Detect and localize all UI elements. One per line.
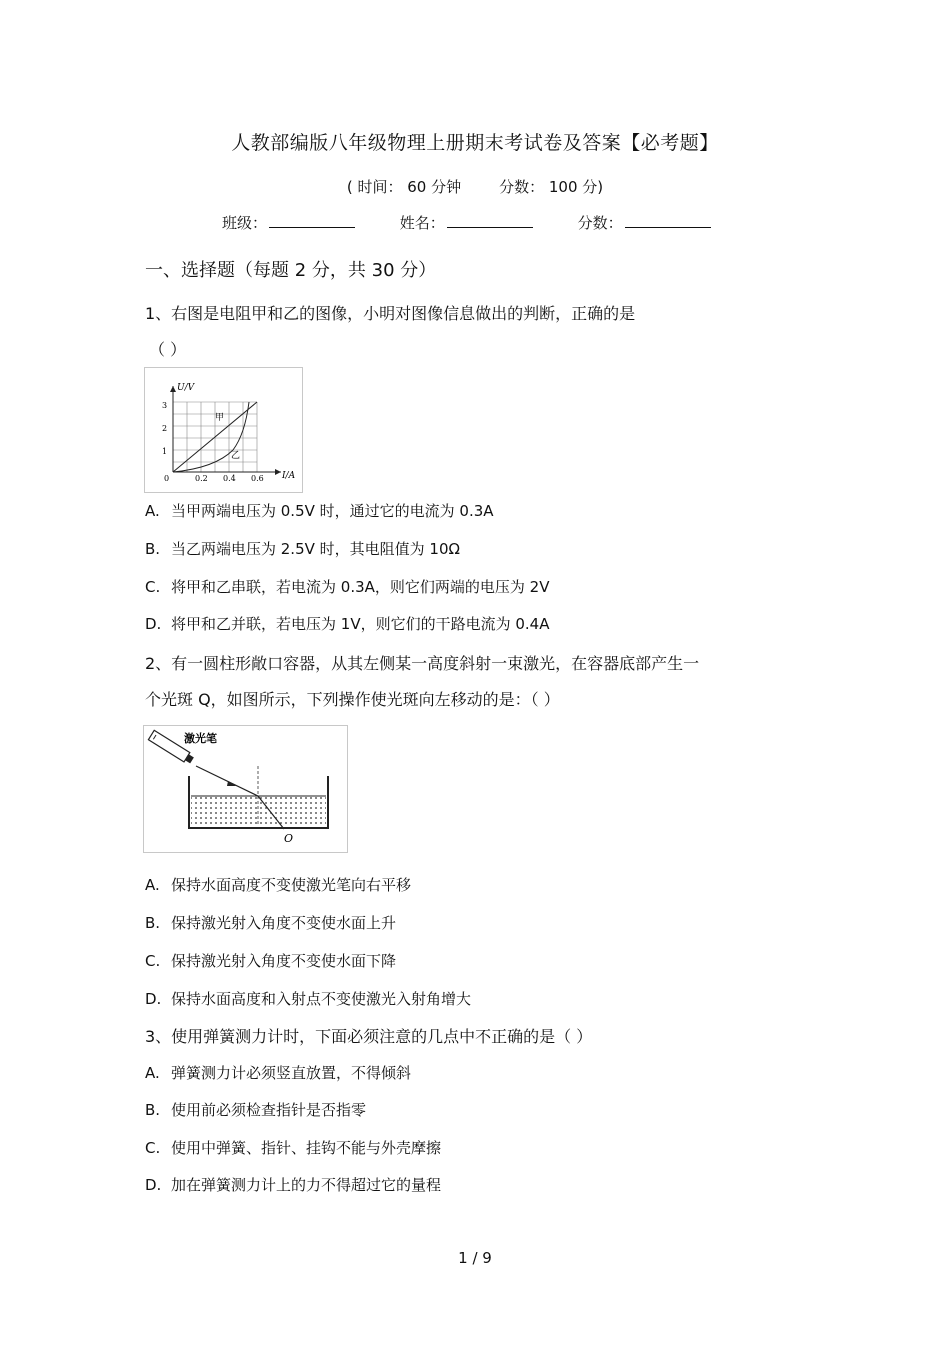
question-1-paren: （ ）: [149, 340, 187, 359]
option-letter: A.: [145, 876, 160, 894]
exam-total-score: 分数： 100 分): [499, 178, 604, 196]
name-label: 姓名：: [399, 214, 445, 232]
y-tick-1: 1: [162, 447, 168, 456]
page-title: 人教部编版八年级物理上册期末考试卷及答案【必考题】: [231, 132, 719, 154]
x-tick-0-4: 0.4: [223, 474, 236, 483]
option-letter: C.: [145, 952, 161, 970]
x-tick-0-2: 0.2: [195, 474, 208, 483]
question-2-figure: [143, 725, 348, 853]
question-2-option-a[interactable]: [145, 874, 411, 895]
option-letter: D.: [145, 615, 162, 633]
iv-graph: [145, 368, 302, 492]
score-field[interactable]: [578, 212, 711, 233]
x-axis-label: I/A: [282, 471, 296, 481]
question-1-figure: [144, 367, 303, 493]
page-number: 1 / 9: [458, 1249, 492, 1267]
question-1-option-c[interactable]: [145, 576, 549, 597]
question-3-option-c[interactable]: [145, 1137, 441, 1158]
y-tick-0: 0: [164, 474, 170, 483]
question-3-stem: 3、使用弹簧测力计时，下面必须注意的几点中不正确的是（ ）: [145, 1027, 593, 1046]
exam-meta: [0, 176, 950, 197]
curve-yi-label: 乙: [231, 451, 241, 461]
class-label: 班级：: [222, 214, 268, 232]
laser-pen-label: 激光笔: [184, 732, 217, 745]
name-blank[interactable]: [447, 213, 533, 228]
option-text: 使用前必须检查指针是否指零: [171, 1101, 367, 1119]
option-letter: B.: [145, 540, 161, 558]
option-text: 使用中弹簧、指针、挂钩不能与外壳摩擦: [171, 1139, 442, 1157]
y-axis-label: U/V: [177, 383, 195, 393]
student-fields: [222, 212, 751, 233]
question-1-option-b[interactable]: [145, 538, 460, 559]
option-letter: C.: [145, 1139, 161, 1157]
question-3-option-a[interactable]: [145, 1062, 411, 1083]
light-spot-label: O: [284, 832, 294, 845]
question-2-stem-line-1: 2、有一圆柱形敞口容器，从其左侧某一高度斜射一束激光，在容器底部产生一: [145, 654, 700, 673]
question-2-stem-line-2: 个光斑 Q，如图所示，下列操作使光斑向左移动的是：（ ）: [145, 690, 560, 709]
option-text: 将甲和乙并联，若电压为 1V，则它们的干路电流为 0.4A: [171, 615, 550, 633]
option-text: 当甲两端电压为 0.5V 时，通过它的电流为 0.3A: [171, 502, 494, 520]
option-letter: B.: [145, 914, 161, 932]
question-3-option-b[interactable]: [145, 1099, 366, 1120]
option-text: 加在弹簧测力计上的力不得超过它的量程: [171, 1176, 442, 1194]
option-letter: A.: [145, 502, 160, 520]
option-text: 保持水面高度不变使激光笔向右平移: [171, 876, 412, 894]
class-blank[interactable]: [269, 213, 355, 228]
exam-time: ( 时间： 60 分钟: [346, 178, 462, 196]
option-text: 保持激光射入角度不变使水面上升: [171, 914, 397, 932]
question-2-option-b[interactable]: [145, 912, 396, 933]
class-field[interactable]: [222, 212, 355, 233]
question-2-option-d[interactable]: [145, 988, 471, 1009]
option-letter: A.: [145, 1064, 160, 1082]
x-tick-0-6: 0.6: [251, 474, 264, 483]
question-1-stem: 1、右图是电阻甲和乙的图像，小明对图像信息做出的判断，正确的是: [145, 304, 636, 323]
laser-container-diagram: [144, 726, 347, 852]
option-letter: D.: [145, 1176, 162, 1194]
question-1-option-a[interactable]: [145, 500, 494, 521]
option-letter: D.: [145, 990, 162, 1008]
option-text: 保持激光射入角度不变使水面下降: [171, 952, 397, 970]
option-text: 当乙两端电压为 2.5V 时，其电阻值为 10Ω: [171, 540, 460, 558]
section-heading: 一、选择题（每题 2 分，共 30 分）: [145, 260, 437, 281]
option-text: 弹簧测力计必须竖直放置，不得倾斜: [171, 1064, 412, 1082]
y-tick-3: 3: [162, 401, 168, 410]
option-text: 保持水面高度和入射点不变使激光入射角增大: [171, 990, 472, 1008]
question-1-option-d[interactable]: [145, 613, 549, 634]
score-label: 分数：: [577, 214, 623, 232]
option-letter: B.: [145, 1101, 161, 1119]
question-2-option-c[interactable]: [145, 950, 396, 971]
question-3-option-d[interactable]: [145, 1174, 441, 1195]
option-text: 将甲和乙串联，若电流为 0.3A，则它们两端的电压为 2V: [171, 578, 550, 596]
curve-jia-label: 甲: [215, 413, 225, 423]
y-tick-2: 2: [162, 424, 168, 433]
name-field[interactable]: [400, 212, 533, 233]
score-blank[interactable]: [625, 213, 711, 228]
option-letter: C.: [145, 578, 161, 596]
